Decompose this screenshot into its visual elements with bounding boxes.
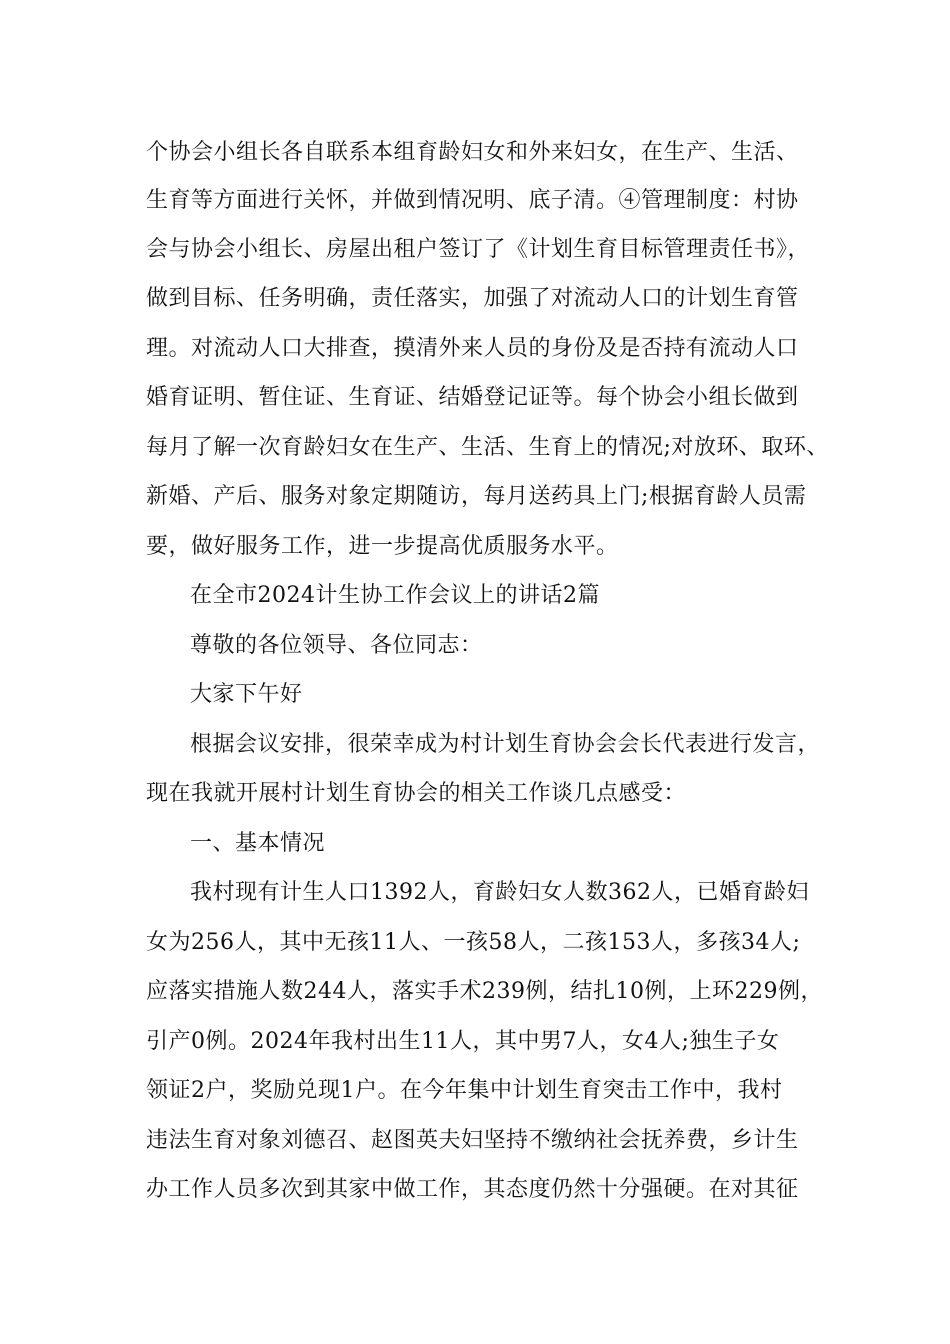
- body-text-line: 办工作人员多次到其家中做工作，其态度仍然十分强硬。在对其征: [146, 1177, 799, 1202]
- body-text-line: 会与协会小组长、房屋出租户签订了《计划生育目标管理责任书》，: [146, 237, 811, 262]
- body-text-line: 新婚、产后、服务对象定期随访，每月送药具上门;根据育龄人员需: [146, 484, 807, 509]
- body-text-line: 做到目标、任务明确，责任落实，加强了对流动人口的计划生育管: [146, 286, 799, 311]
- body-text-line: 领证2户，奖励兑现1户。在今年集中计划生育突击工作中，我村: [146, 1078, 783, 1103]
- section-title: 在全市2024计生协工作会议上的讲话2篇: [190, 583, 600, 608]
- body-text-line: 根据会议安排，很荣幸成为村计划生育协会会长代表进行发言，: [190, 732, 821, 757]
- body-text-line: 每月了解一次育龄妇女在生产、生活、生育上的情况;对放环、取环、: [146, 435, 829, 460]
- greeting: 大家下午好: [190, 682, 303, 707]
- body-text-line: 女为256人，其中无孩11人、一孩58人，二孩153人，多孩34人;: [146, 930, 801, 955]
- body-text-line: 违法生育对象刘德召、赵图英夫妇坚持不缴纳社会抚养费，乡计生: [146, 1128, 799, 1153]
- body-text-line: 我村现有计生人口1392人，育龄妇女人数362人，已婚育龄妇: [190, 880, 809, 905]
- body-text-line: 应落实措施人数244人，落实手术239例，结扎10例，上环229例，: [146, 979, 823, 1004]
- salutation: 尊敬的各位领导、各位同志：: [190, 633, 483, 658]
- section-heading: 一、基本情况: [190, 831, 326, 856]
- body-text-line: 理。对流动人口大排查，摸清外来人员的身份及是否持有流动人口: [146, 336, 799, 361]
- body-text-line: 现在我就开展村计划生育协会的相关工作谈几点感受：: [146, 781, 687, 806]
- body-text-line: 生育等方面进行关怀，并做到情况明、底子清。④管理制度：村协: [146, 188, 799, 213]
- body-text-line: 个协会小组长各自联系本组育龄妇女和外来妇女，在生产、生活、: [146, 140, 799, 165]
- body-text-line: 引产0例。2024年我村出生11人，其中男7人，女4人;独生子女: [146, 1029, 780, 1054]
- body-text-line: 要，做好服务工作，进一步提高优质服务水平。: [146, 534, 619, 559]
- body-text-line: 婚育证明、暂住证、生育证、结婚登记证等。每个协会小组长做到: [146, 385, 799, 410]
